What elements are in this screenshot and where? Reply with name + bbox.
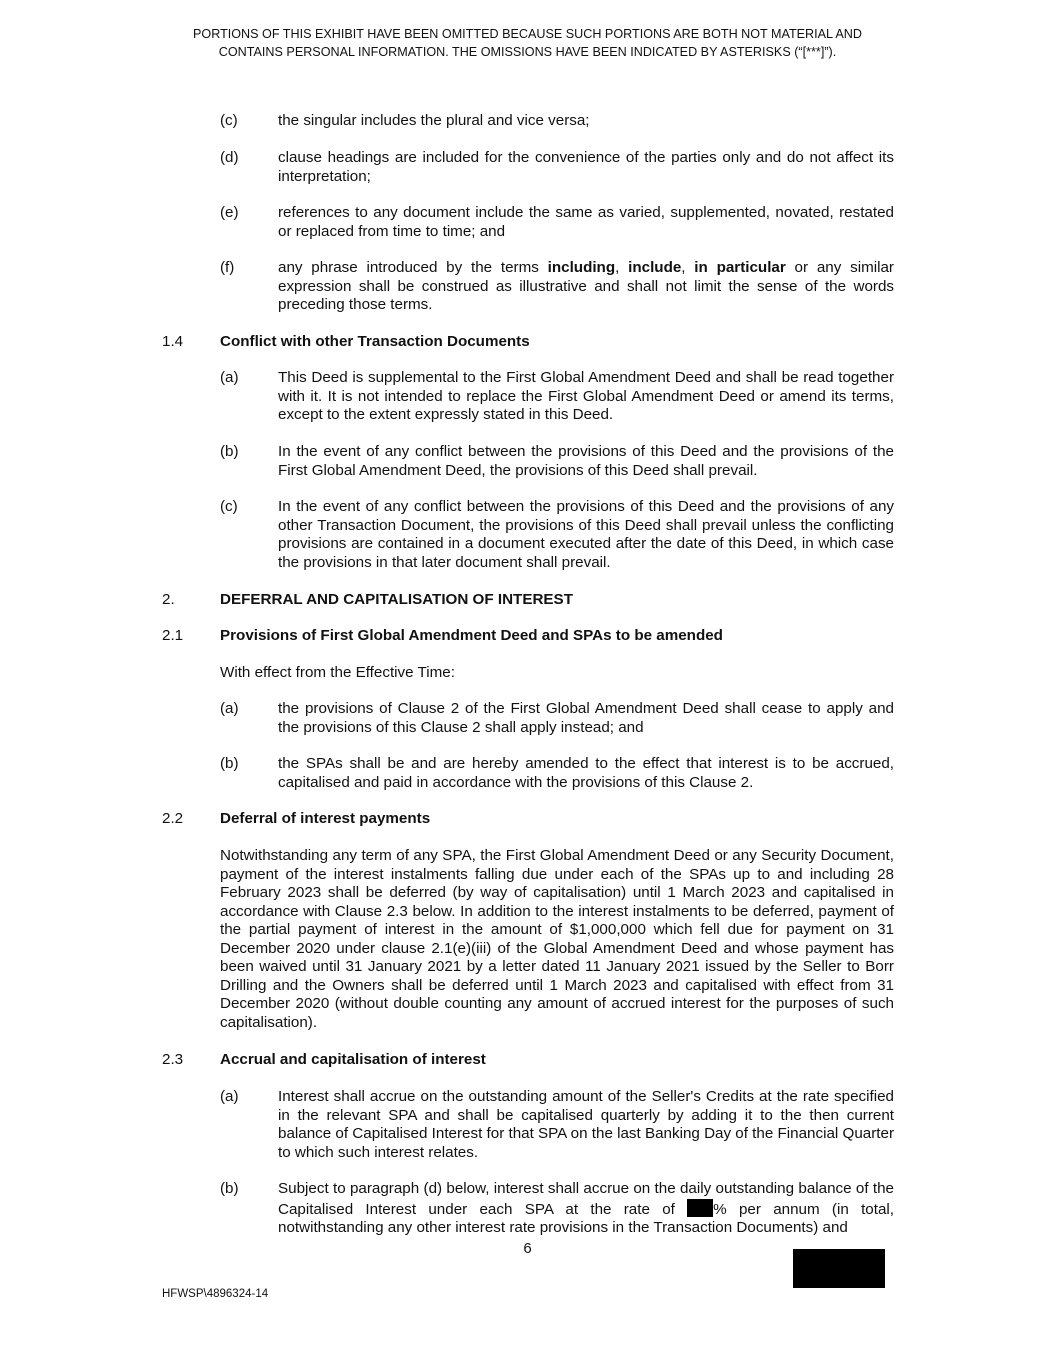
notice-line-2: CONTAINS PERSONAL INFORMATION. THE OMISSIONS HAVE BEEN INDICATED BY ASTERISKS (“[***]”). <box>218 45 837 59</box>
item-text: the singular includes the plural and vice versa; <box>278 112 590 129</box>
item-text: clause headings are included for the convenience of the parties only and do not affect its interpretation; <box>278 149 894 185</box>
redaction-block <box>687 1199 713 1217</box>
item-label: (e) <box>220 204 239 221</box>
section-number: 2.3 <box>162 1051 184 1068</box>
item-text: any phrase introduced by the terms including, include, in particular or any similar expression shall be construed as illustrative and shall not limit the sense of the words preceding those terms. <box>278 259 894 313</box>
section-heading: Provisions of First Global Amendment Deed and SPAs to be amended <box>220 627 723 644</box>
section-heading: Conflict with other Transaction Documents <box>220 333 530 350</box>
item-label: (b) <box>220 755 239 772</box>
item-label: (a) <box>220 700 239 717</box>
s22-body: Notwithstanding any term of any SPA, the First Global Amendment Deed or any Security Document, payment of the interest instalments falling due under each of the SPAs up to and including 28 February 2023 shall be deferred (by way of capitalisation) until 1 March 2023 and capitalised in accordance with Clause 2.3 below. In addition to the interest instalments to be deferred, payment of the partial payment of interest in the amount of $1,000,000 which fell due for payment on 31 December 2020 under clause 2.1(e)(iii) of the Global Amendment Deed and whose payment has been waived until 31 January 2021 by a letter dated 11 January 2021 issued by the Seller to Borr Drilling and the Owners shall be deferred until 1 March 2023 and capitalised with effect from 31 December 2020 (without double counting any amount of accrued interest for the purposes of such capitalisation). <box>220 847 894 1031</box>
s21-intro: With effect from the Effective Time: <box>220 664 455 681</box>
item-label: (b) <box>220 1180 239 1197</box>
item-label: (c) <box>220 498 238 515</box>
item-label: (f) <box>220 259 235 276</box>
item-text: In the event of any conflict between the provisions of this Deed and the provisions of the First Global Amendment Deed, the provisions of this Deed shall prevail. <box>278 443 894 479</box>
page-number: 6 <box>523 1240 532 1257</box>
section-number: 1.4 <box>162 333 184 350</box>
redaction-notice <box>120 25 935 61</box>
item-text: the SPAs shall be and are hereby amended to the effect that interest is to be accrued, capitalised and paid in accordance with the provisions of this Clause 2. <box>278 755 894 791</box>
item-label: (a) <box>220 369 239 386</box>
item-text: references to any document include the same as varied, supplemented, novated, restated or replaced from time to time; and <box>278 204 894 240</box>
item-text: Subject to paragraph (d) below, interest shall accrue on the daily outstanding balance of the Capitalised Interest under each SPA at the rate of % per annum (in total, notwithstanding any other interest rate provisions in the Transaction Documents) and <box>278 1180 895 1236</box>
section-heading: DEFERRAL AND CAPITALISATION OF INTEREST <box>220 591 573 608</box>
item-label: (b) <box>220 443 239 460</box>
item-label: (a) <box>220 1088 239 1105</box>
item-label: (c) <box>220 112 238 129</box>
item-text: In the event of any conflict between the provisions of this Deed and the provisions of any other Transaction Document, the provisions of this Deed shall prevail unless the conflicting provisions are contained in a document executed after the date of this Deed, in which case the provisions in that later document shall prevail. <box>278 498 894 571</box>
section-number: 2.2 <box>162 810 184 827</box>
item-text: Interest shall accrue on the outstanding amount of the Seller's Credits at the rate specified in the relevant SPA and shall be capitalised quarterly by adding it to the then current balance of Capitalised Interest for that SPA on the last Banking Day of the Financial Quarter to which such interest relates. <box>278 1088 895 1161</box>
section-number: 2. <box>162 591 175 608</box>
item-text: the provisions of Clause 2 of the First Global Amendment Deed shall cease to apply and the provisions of this Clause 2 shall apply instead; and <box>278 700 894 736</box>
section-heading: Deferral of interest payments <box>220 810 431 827</box>
section-heading: Accrual and capitalisation of interest <box>220 1051 486 1068</box>
document-reference: HFWSP\4896324-14 <box>162 1288 269 1300</box>
item-label: (d) <box>220 149 239 166</box>
redaction-box <box>793 1249 885 1288</box>
notice-line-1: PORTIONS OF THIS EXHIBIT HAVE BEEN OMITTED BECAUSE SUCH PORTIONS ARE BOTH NOT MATERIAL AND <box>193 27 862 41</box>
section-number: 2.1 <box>162 627 184 644</box>
item-text: This Deed is supplemental to the First Global Amendment Deed and shall be read together with it. It is not intended to replace the First Global Amendment Deed or amend its terms, except to the extent expressly stated in this Deed. <box>278 369 894 423</box>
